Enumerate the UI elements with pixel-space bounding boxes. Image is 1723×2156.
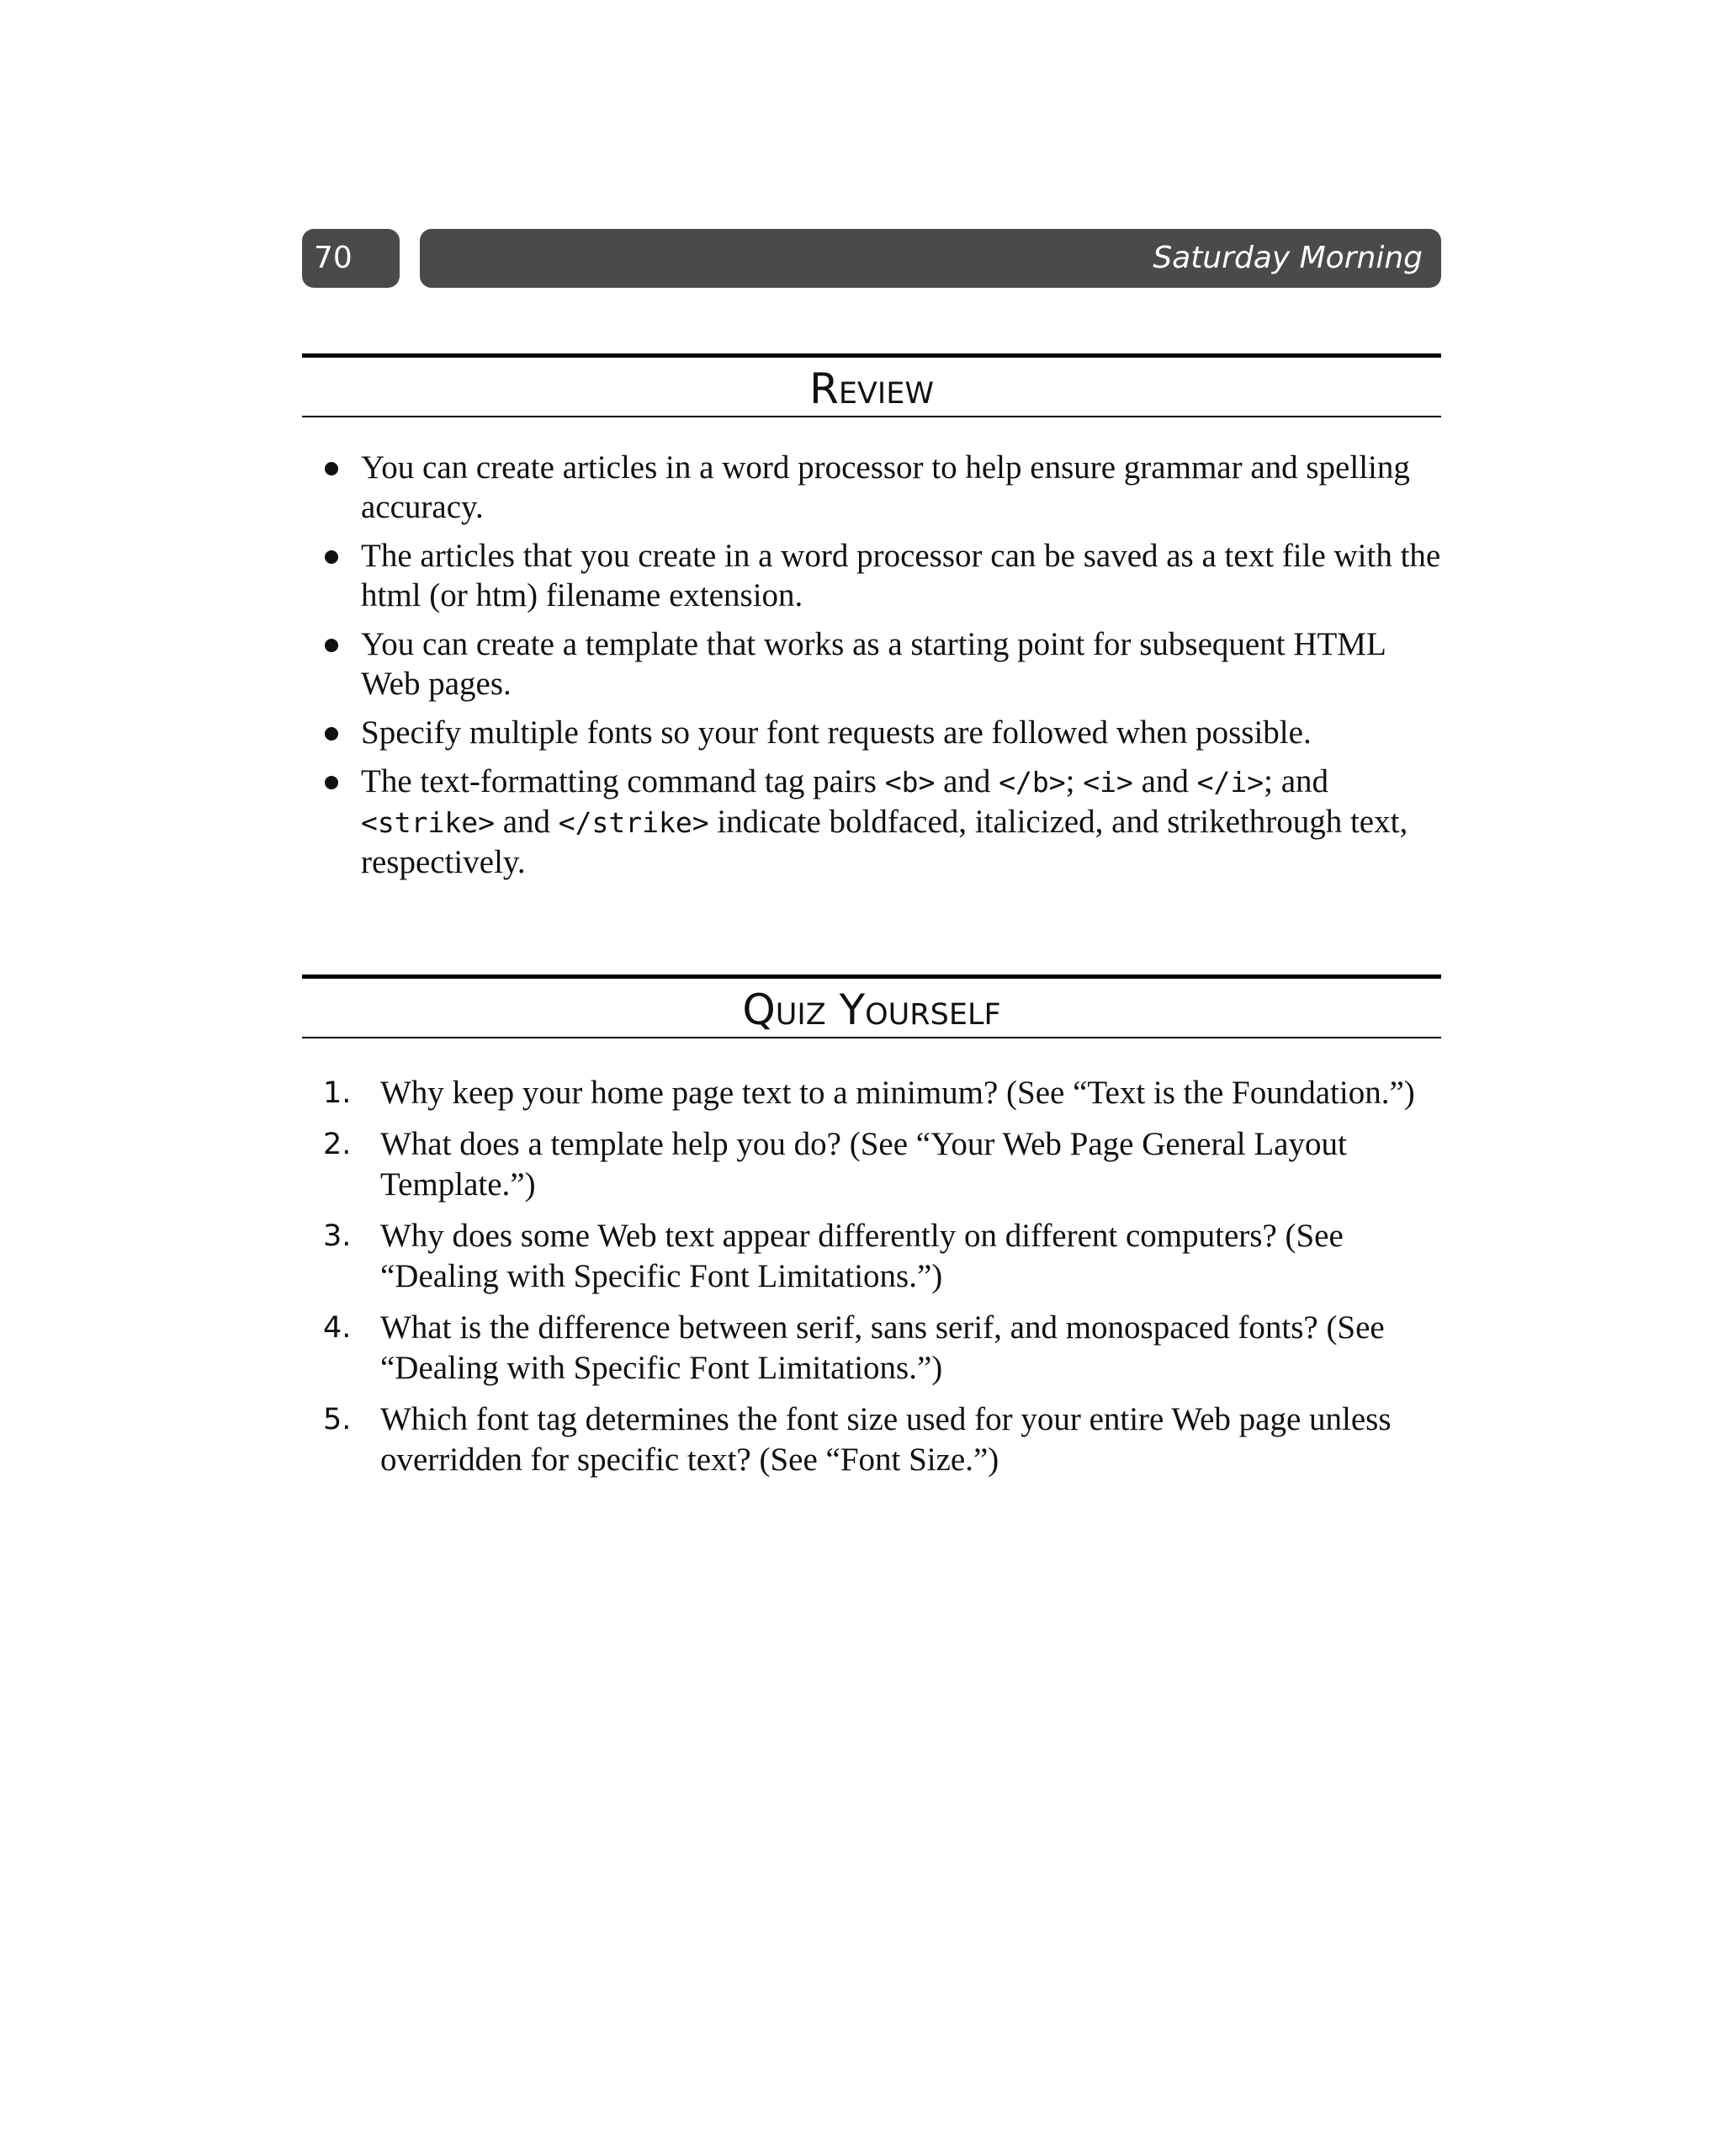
bullet-icon (325, 550, 338, 564)
code-tag: </i> (1196, 766, 1264, 799)
quiz-item-number: 3. (323, 1219, 352, 1253)
quiz-item-number: 4. (323, 1311, 352, 1345)
quiz-item-text: Why keep your home page text to a minimum? (See “Text is the Foundation.”) (380, 1075, 1415, 1111)
running-header (302, 229, 1441, 288)
text-run: indicate boldfaced, italicized, and strikethrough text, respectively. (361, 804, 1408, 880)
quiz-item-text: Why does some Web text appear differently on different computers? (See “Dealing with Specific Font Limitations.”) (380, 1218, 1344, 1294)
text-run: and (494, 804, 559, 840)
review-item (302, 762, 1441, 882)
review-item (302, 713, 1441, 752)
quiz-item (302, 1073, 1441, 1113)
quiz-item (302, 1308, 1441, 1389)
review-item (302, 448, 1441, 527)
page-number: 70 (314, 241, 353, 275)
quiz-item-number: 1. (323, 1076, 352, 1110)
code-tag: </strike> (558, 806, 709, 839)
review-item-text: You can create a template that works as a starting point for subsequent HTML Web pages. (361, 626, 1386, 702)
running-header-bar (420, 229, 1441, 288)
review-item (302, 624, 1441, 704)
quiz-item-text: Which font tag determines the font size used for your entire Web page unless overridden for specific text? (See “Font Size.”) (380, 1401, 1392, 1478)
code-tag: <i> (1083, 766, 1133, 799)
quiz-item (302, 1124, 1441, 1205)
review-item-text: The articles that you create in a word processor can be saved as a text file with the html (or htm) filename extension. (361, 538, 1441, 613)
text-run: ; (1065, 763, 1084, 799)
text-run: ; and (1264, 763, 1329, 799)
quiz-item (302, 1216, 1441, 1297)
quiz-heading: Quiz Yourself (302, 974, 1441, 1038)
quiz-list (302, 1073, 1441, 1491)
quiz-item-number: 5. (323, 1403, 352, 1436)
review-item (302, 536, 1441, 615)
bullet-icon (325, 462, 338, 475)
review-item-text: You can create articles in a word processor to help ensure grammar and spelling accuracy. (361, 449, 1410, 525)
review-list (302, 448, 1441, 891)
bullet-icon (325, 727, 338, 741)
page-number-tab (302, 229, 400, 288)
text-run: The text-formatting command tag pairs (361, 763, 885, 799)
text-run: and (1132, 763, 1197, 799)
review-heading: Review (302, 353, 1441, 417)
code-tag: <strike> (361, 806, 495, 839)
running-header-title: Saturday Morning (1153, 241, 1423, 275)
quiz-item-number: 2. (323, 1128, 352, 1161)
quiz-item-text: What is the difference between serif, sans serif, and monospaced fonts? (See “Dealing with Specific Font Limitations.”) (380, 1309, 1385, 1386)
quiz-item-text: What does a template help you do? (See “Your Web Page General Layout Template.”) (380, 1126, 1347, 1203)
code-tag: <b> (884, 766, 936, 799)
review-item-text: Specify multiple fonts so your font requests are followed when possible. (361, 714, 1312, 751)
code-tag: </b> (999, 766, 1066, 799)
text-run: and (935, 763, 999, 799)
review-item-text (361, 763, 1408, 880)
bullet-icon (325, 776, 338, 789)
quiz-item (302, 1399, 1441, 1480)
bullet-icon (325, 639, 338, 652)
